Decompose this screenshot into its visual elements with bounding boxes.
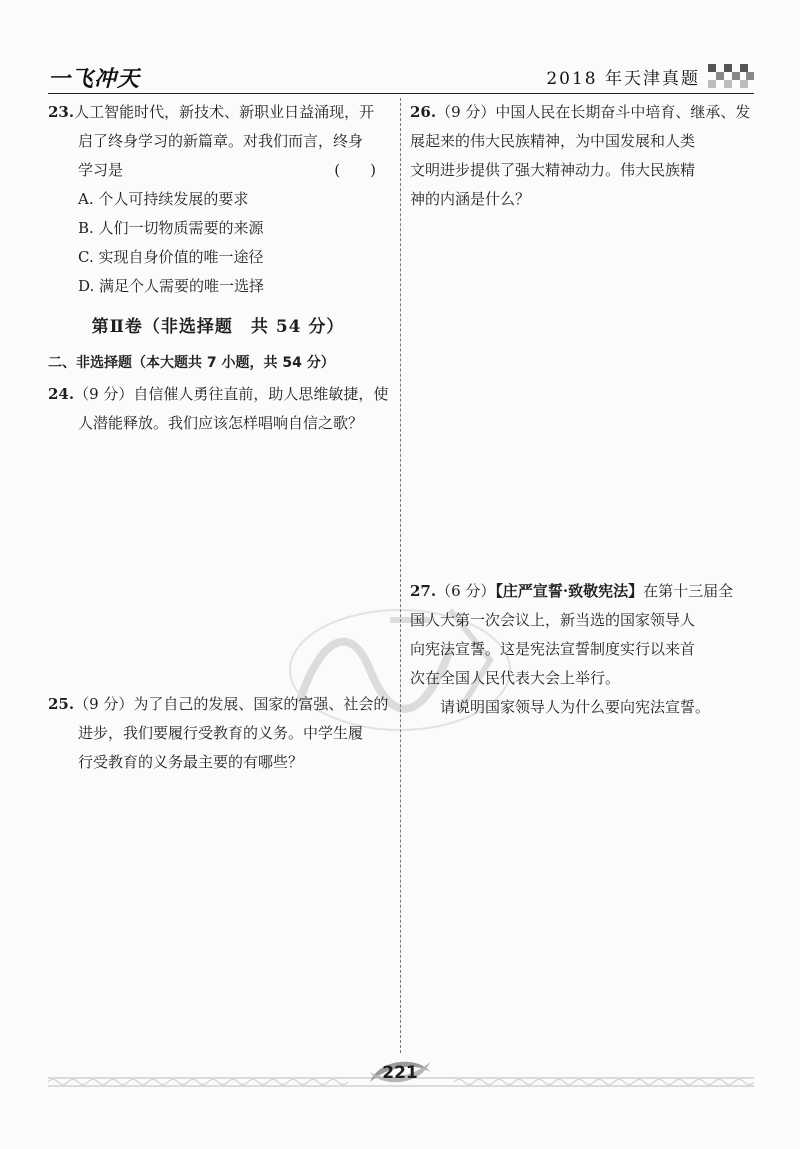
page-number: 221: [382, 1063, 418, 1083]
question-24: [48, 380, 393, 438]
option-c: C. 实现自身价值的唯一途径: [78, 248, 264, 266]
question-text: 学习是: [78, 161, 124, 179]
question-number: 25.: [48, 695, 75, 713]
question-text: 进步，我们要履行受教育的义务。中学生履: [78, 724, 364, 742]
question-text: （9 分）自信催人勇往直前，助人思维敏捷，使: [74, 385, 389, 403]
section-subtitle: 二、非选择题（本大题共 7 小题，共 54 分）: [48, 355, 335, 371]
question-text: 次在全国人民代表大会上举行。: [410, 669, 621, 687]
column-divider: [400, 98, 401, 1053]
question-text: （9 分）中国人民在长期奋斗中培育、继承、发: [436, 103, 751, 121]
header-rule: [48, 93, 754, 94]
question-score: （6 分）: [436, 582, 496, 600]
question-text: 文明进步提供了强大精神动力。伟大民族精: [410, 161, 696, 179]
question-number: 23.: [48, 103, 75, 121]
question-27: [410, 577, 755, 722]
checker-decoration-icon: [708, 56, 754, 88]
option-b: B. 人们一切物质需要的来源: [78, 219, 264, 237]
question-text: 行受教育的义务最主要的有哪些？: [78, 753, 304, 771]
option-a: A. 个人可持续发展的要求: [78, 190, 249, 208]
question-number: 27.: [410, 582, 437, 600]
question-text: 在第十三届全: [643, 582, 734, 600]
question-text: 国人大第一次会议上，新当选的国家领导人: [410, 611, 696, 629]
question-text: 向宪法宣誓。这是宪法宣誓制度实行以来首: [410, 640, 696, 658]
question-25: [48, 690, 393, 777]
question-topic-tag: 【庄严宣誓·致敬宪法】: [495, 582, 644, 600]
question-number: 24.: [48, 385, 75, 403]
question-number: 26.: [410, 103, 437, 121]
question-26: [410, 98, 755, 214]
question-text: （9 分）为了自己的发展、国家的富强、社会的: [74, 695, 389, 713]
option-d: D. 满足个人需要的唯一选择: [78, 277, 265, 295]
section-title: 第Ⅱ卷（非选择题 共 54 分）: [91, 317, 345, 337]
brand-logo: 一飞冲天: [48, 67, 141, 92]
question-text: 展起来的伟大民族精神，为中国发展和人类: [410, 132, 696, 150]
page-header-title: 2018 年天津真题: [546, 69, 700, 89]
question-text: 人工智能时代，新技术、新职业日益涌现，开: [74, 103, 375, 121]
question-text: 神的内涵是什么？: [410, 190, 531, 208]
question-23: [48, 98, 388, 301]
question-text: 启了终身学习的新篇章。对我们而言，终身: [78, 132, 364, 150]
answer-bracket: ( ): [334, 161, 376, 179]
question-text: 人潜能释放。我们应该怎样唱响自信之歌？: [78, 414, 364, 432]
question-prompt: 请说明国家领导人为什么要向宪法宣誓。: [440, 698, 711, 716]
left-column: [48, 98, 388, 301]
